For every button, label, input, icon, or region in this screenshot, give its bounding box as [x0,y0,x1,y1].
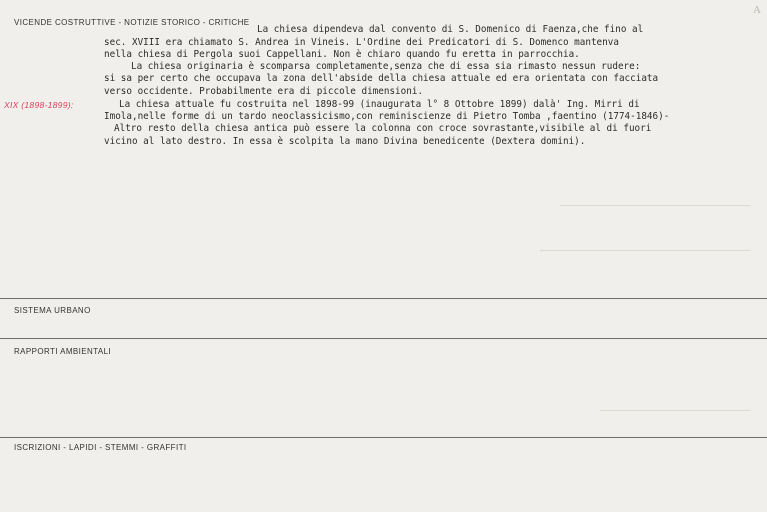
text-line: vicino al lato destro. In essa è scolpita la mano Divina benedicente (Dextera domini). [104,136,586,147]
show-through-line [540,250,750,251]
section-label-rapporti-ambientali: RAPPORTI AMBIENTALI [14,347,112,356]
section-divider [0,437,767,438]
corner-mark: A [753,4,761,16]
text-line: La chiesa dipendeva dal convento di S. Domenico di Faenza,che fino al [257,24,644,35]
text-line: La chiesa originaria è scomparsa completamente,senza che di essa sia rimasto nessun rudere: [131,61,641,72]
section-divider [0,298,767,299]
show-through-line [600,410,750,411]
show-through-line [560,205,750,206]
text-line: nella chiesa di Pergola suoi Cappellani. Non è chiaro quando fu eretta in parrocchia. [104,49,580,60]
section-divider [0,338,767,339]
text-line: La chiesa attuale fu costruita nel 1898-99 (inaugurata l° 8 Ottobre 1899) dalà' Ing. Mirri di [119,99,640,110]
text-line: verso occidente. Probabilmente era di piccole dimensioni. [104,86,424,97]
section-label-iscrizioni: ISCRIZIONI - LAPIDI - STEMMI - GRAFFITI [14,443,187,452]
text-line: Altro resto della chiesa antica può essere la colonna con croce sovrastante,visibile al di fuori [114,123,652,134]
text-line: sec. XVIII era chiamato S. Andrea in Vineis. L'Ordine dei Predicatori di S. Domenco mantenva [104,37,619,48]
section-label-sistema-urbano: SISTEMA URBANO [14,306,91,315]
text-line: si sa per certo che occupava la zona dell'abside della chiesa attuale ed era orientata con facciata [104,73,659,84]
text-line: Imola,nelle forme di un tardo neoclassicismo,con reminiscienze di Pietro Tomba ,faentino (1774-1846)- [104,111,670,122]
section-label-vicende: VICENDE COSTRUTTIVE - NOTIZIE STORICO - CRITICHE [14,18,250,27]
handwritten-date-note: XIX (1898-1899): [4,100,74,110]
